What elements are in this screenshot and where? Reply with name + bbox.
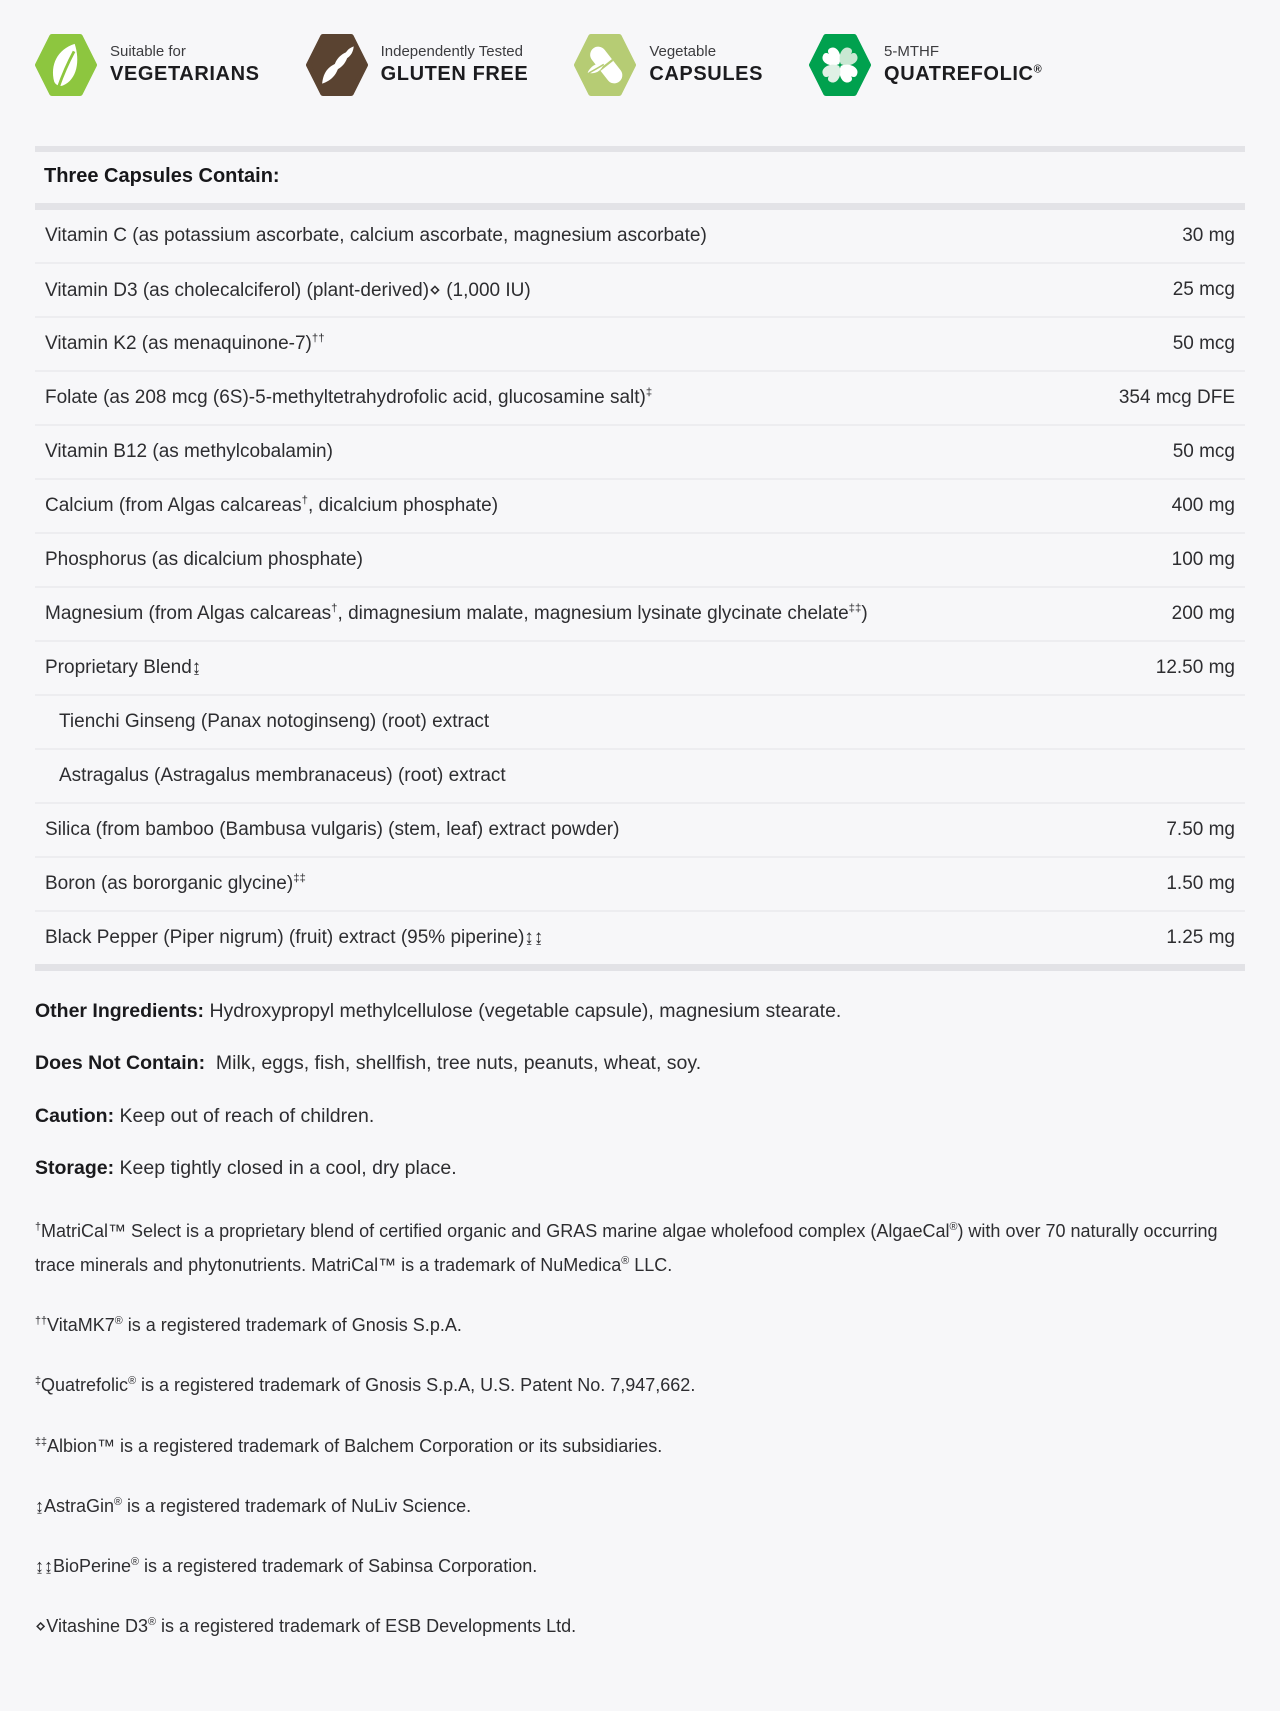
ingredient-name: Magnesium (from Algas calcareas†, dimagnesium malate, magnesium lysinate glycinate chelate‡‡): [45, 602, 868, 624]
supplement-facts-table: [35, 146, 1245, 971]
trademark-note: ↨↨BioPerine® is a registered trademark of Sabinsa Corporation.: [35, 1556, 538, 1577]
ingredient-name: Tienchi Ginseng (Panax notoginseng) (root) extract: [59, 711, 490, 732]
badge-vegetarians: [35, 34, 260, 96]
table-row: [35, 480, 1245, 534]
ingredient-name: Vitamin C (as potassium ascorbate, calcium ascorbate, magnesium ascorbate): [45, 225, 707, 246]
info-section-label: Other Ingredients:: [35, 1000, 205, 1022]
ingredient-amount: 1.25 mg: [1166, 927, 1235, 948]
badge-title: VEGETARIANS: [110, 62, 260, 85]
table-row: [35, 804, 1245, 858]
trademark-note: †MatriCal™ Select is a proprietary blend of certified organic and GRAS marine algae wholefood complex (AlgaeCal®) with over 70 naturally occurring trace minerals and phytonutrients. MatriCal™ is a trademark of NuMedica® LLC.: [35, 1221, 1218, 1275]
table-row: [35, 912, 1245, 964]
vegetarian-leaf-icon: [35, 34, 97, 96]
table-rows: [35, 210, 1245, 964]
ingredient-name: Phosphorus (as dicalcium phosphate): [45, 549, 363, 570]
ingredient-amount: 50 mcg: [1172, 333, 1235, 354]
trademark-note: ‡‡Albion™ is a registered trademark of Balchem Corporation or its subsidiaries.: [35, 1435, 663, 1456]
ingredient-amount: 1.50 mg: [1166, 873, 1235, 894]
ingredient-amount: 354 mcg DFE: [1118, 387, 1235, 408]
table-row: [35, 210, 1245, 264]
badge-subtitle: Vegetable: [649, 43, 717, 61]
info-section: [35, 999, 1245, 1024]
table-row: [35, 750, 1245, 804]
certification-badges: [35, 34, 1245, 96]
ingredient-name: Proprietary Blend↨: [45, 657, 202, 678]
table-row: [35, 858, 1245, 912]
ingredient-amount: 7.50 mg: [1166, 819, 1235, 840]
table-row: [35, 372, 1245, 426]
info-section: [35, 1104, 1245, 1129]
info-section-text: Milk, eggs, fish, shellfish, tree nuts, peanuts, wheat, soy.: [205, 1052, 702, 1075]
ingredient-name: Silica (from bamboo (Bambusa vulgaris) (stem, leaf) extract powder): [45, 819, 620, 840]
table-row: [35, 264, 1245, 318]
badge-quatrefolic: [809, 34, 1042, 96]
badge-title: CAPSULES: [649, 62, 764, 85]
info-section-text: Hydroxypropyl methylcellulose (vegetable capsule), magnesium stearate.: [204, 1000, 842, 1022]
ingredient-amount: 200 mg: [1171, 603, 1235, 624]
info-section-label: Storage:: [35, 1157, 115, 1180]
ingredient-amount: 30 mg: [1182, 225, 1235, 246]
capsule-icon: [574, 34, 636, 96]
ingredient-name: Boron (as bororganic glycine)‡‡: [45, 872, 306, 894]
trademark-note: ‡Quatrefolic® is a registered trademark of Gnosis S.p.A, U.S. Patent No. 7,947,662.: [35, 1375, 696, 1396]
badge-title: QUATREFOLIC®: [884, 62, 1043, 85]
table-row: [35, 534, 1245, 588]
ingredient-name: Vitamin B12 (as methylcobalamin): [45, 441, 333, 462]
registered-mark: ®: [1033, 63, 1043, 76]
info-section-label: Does Not Contain:: [35, 1052, 206, 1075]
ingredient-name: Vitamin D3 (as cholecalciferol) (plant-derived)⋄ (1,000 IU): [45, 279, 531, 301]
ingredient-amount: 100 mg: [1171, 549, 1235, 570]
badge-subtitle: 5-MTHF: [884, 43, 940, 61]
ingredient-name: Black Pepper (Piper nigrum) (fruit) extract (95% piperine)↨↨: [45, 927, 544, 948]
ingredient-name: Vitamin K2 (as menaquinone-7)††: [45, 332, 325, 354]
gluten-free-grain-icon: [306, 34, 368, 96]
ingredient-name: Calcium (from Algas calcareas†, dicalcium phosphate): [45, 494, 499, 516]
badge-vegetable-capsules: [574, 34, 763, 96]
trademark-notes: [35, 1215, 1245, 1643]
trademark-note: ⋄Vitashine D3® is a registered trademark of ESB Developments Ltd.: [35, 1616, 577, 1637]
table-row: [35, 642, 1245, 696]
info-section-text: Keep out of reach of children.: [114, 1104, 375, 1127]
info-section-label: Caution:: [35, 1104, 115, 1127]
label-info-sections: [35, 999, 1245, 1181]
ingredient-amount: 12.50 mg: [1155, 657, 1235, 678]
ingredient-amount: 25 mcg: [1172, 279, 1235, 300]
ingredient-name: Folate (as 208 mcg (6S)-5-methyltetrahydrofolic acid, glucosamine salt)‡: [45, 386, 653, 408]
table-row: [35, 588, 1245, 642]
table-row: [35, 426, 1245, 480]
trademark-note: ↨AstraGin® is a registered trademark of NuLiv Science.: [35, 1495, 472, 1516]
info-section-text: Keep tightly closed in a cool, dry place.: [114, 1157, 457, 1180]
badge-title: GLUTEN FREE: [380, 62, 529, 85]
table-row: [35, 318, 1245, 372]
table-row: [35, 696, 1245, 750]
trademark-note: ††VitaMK7® is a registered trademark of Gnosis S.p.A.: [35, 1314, 462, 1335]
info-section: [35, 1156, 1245, 1181]
clover-icon: [809, 34, 871, 96]
ingredient-amount: 400 mg: [1171, 495, 1235, 516]
ingredient-amount: 50 mcg: [1172, 441, 1235, 462]
ingredient-name: Astragalus (Astragalus membranaceus) (root) extract: [59, 765, 506, 786]
table-header: Three Capsules Contain:: [35, 152, 1245, 210]
badge-subtitle: Independently Tested: [380, 43, 523, 61]
badge-subtitle: Suitable for: [110, 43, 186, 61]
badge-gluten-free: [306, 34, 529, 96]
info-section: [35, 1051, 1245, 1076]
